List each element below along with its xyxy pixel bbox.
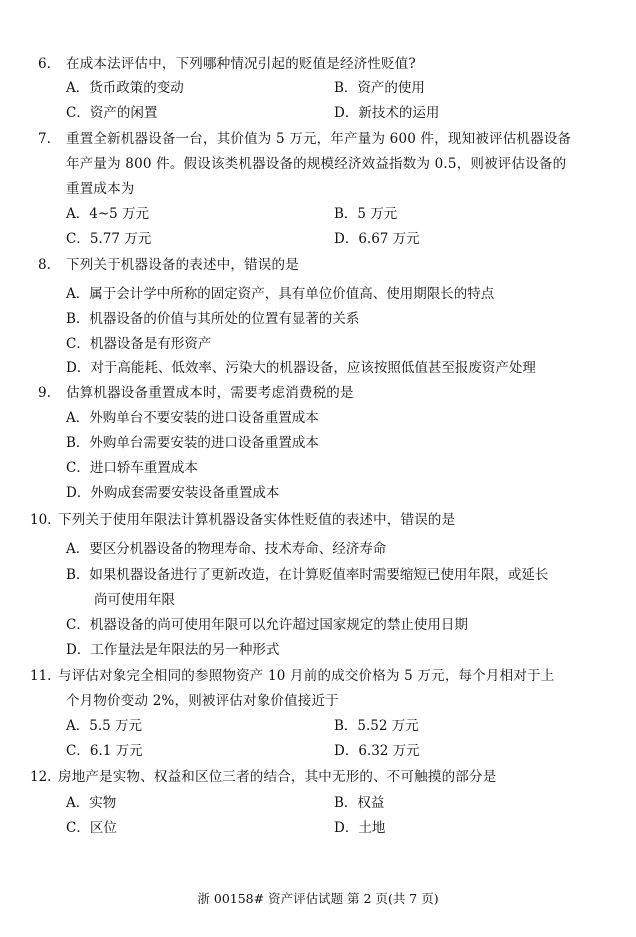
- question-stem: 在成本法评估中，下列哪种情况引起的贬值是经济性贬值?: [66, 56, 416, 72]
- option-a: A．属于会计学中所称的固定资产，具有单位价值高、使用期限长的特点: [66, 286, 495, 302]
- question-stem: 重置全新机器设备一台，其价值为 5 万元，年产量为 600 件，现知被评估机器设备: [66, 131, 572, 147]
- option-a: A．5.5 万元: [66, 718, 143, 734]
- option-b-continuation: 尚可使用年限: [94, 592, 175, 608]
- option-c: C．机器设备的尚可使用年限可以允许超过国家规定的禁止使用日期: [66, 617, 468, 633]
- option-c: C．机器设备是有形资产: [66, 336, 212, 352]
- option-a: A．要区分机器设备的物理寿命、技术寿命、经济寿命: [66, 541, 387, 557]
- question-stem: 年产量为 800 件。假设该类机器设备的规模经济效益指数为 0.5，则被评估设备的: [66, 156, 567, 172]
- question-number: 6.: [38, 56, 51, 72]
- option-c: C．6.1 万元: [66, 743, 143, 759]
- question-number: 9.: [38, 385, 51, 401]
- question-stem: 重置成本为: [66, 181, 135, 197]
- option-c: C．进口轿车重置成本: [66, 460, 198, 476]
- option-b: B．权益: [334, 795, 385, 811]
- option-a: A．货币政策的变动: [66, 80, 184, 96]
- option-d: D．工作量法是年限法的另一种形式: [66, 642, 280, 658]
- option-d: D．对于高能耗、低效率、污染大的机器设备，应该按照低值甚至报废资产处理: [66, 360, 536, 376]
- option-b: B．外购单台需要安装的进口设备重置成本: [66, 435, 319, 451]
- page-footer: 浙 00158# 资产评估试题 第 2 页(共 7 页): [197, 891, 439, 906]
- option-d: D．土地: [334, 820, 386, 836]
- question-number: 12.: [30, 769, 52, 785]
- option-b: B．如果机器设备进行了更新改造，在计算贬值率时需要缩短已使用年限，或延长: [66, 567, 549, 583]
- question-stem: 个月物价变动 2%，则被评估对象价值接近于: [66, 693, 339, 709]
- question-stem: 估算机器设备重置成本时，需要考虑消费税的是: [66, 385, 354, 401]
- option-b: B．5.52 万元: [334, 718, 419, 734]
- option-c: C．资产的闲置: [66, 105, 158, 121]
- question-number: 7.: [38, 131, 51, 147]
- question-number: 11.: [30, 668, 52, 684]
- option-b: B．5 万元: [334, 206, 398, 222]
- question-stem: 下列关于使用年限法计算机器设备实体性贬值的表述中，错误的是: [58, 512, 456, 528]
- option-d: D．外购成套需要安装设备重置成本: [66, 485, 280, 501]
- option-a: A．实物: [66, 795, 117, 811]
- option-a: A．4~5 万元: [66, 206, 150, 222]
- option-b: B．机器设备的价值与其所处的位置有显著的关系: [66, 311, 360, 327]
- option-d: D．新技术的运用: [334, 105, 440, 121]
- question-stem: 与评估对象完全相同的参照物资产 10 月前的成交价格为 5 万元，每个月相对于上: [58, 668, 555, 684]
- option-c: C．5.77 万元: [66, 231, 152, 247]
- question-number: 10.: [30, 512, 52, 528]
- option-d: D．6.67 万元: [334, 231, 420, 247]
- option-b: B．资产的使用: [334, 80, 425, 96]
- question-stem: 下列关于机器设备的表述中，错误的是: [66, 257, 299, 273]
- question-number: 8.: [38, 257, 51, 273]
- option-d: D．6.32 万元: [334, 743, 420, 759]
- question-stem: 房地产是实物、权益和区位三者的结合，其中无形的、不可触摸的部分是: [58, 769, 497, 785]
- option-c: C．区位: [66, 820, 117, 836]
- option-a: A．外购单台不要安装的进口设备重置成本: [66, 410, 319, 426]
